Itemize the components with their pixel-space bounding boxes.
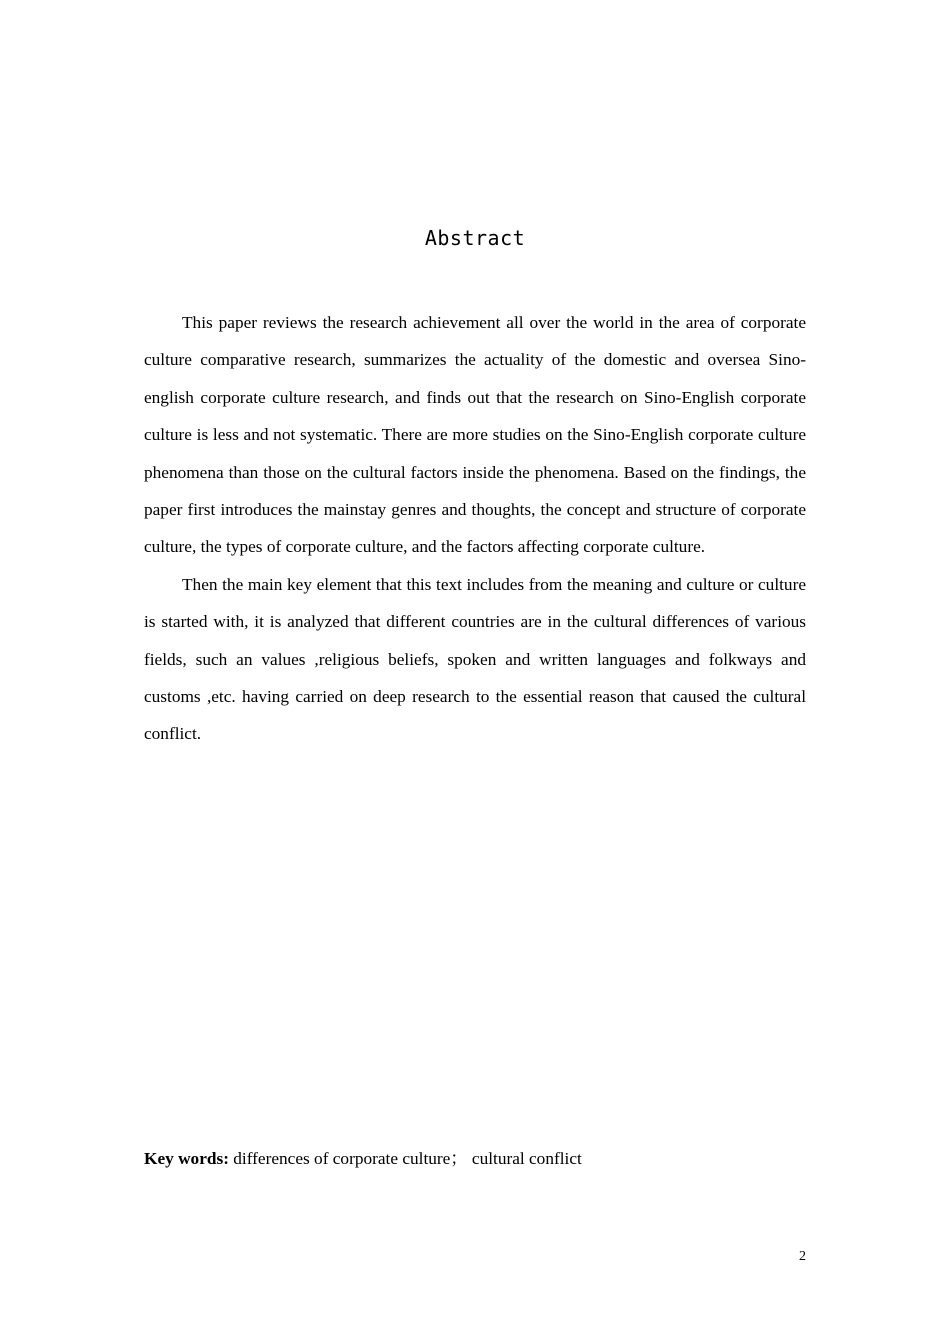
abstract-title: Abstract [424,226,526,250]
keywords-label: Key words: [144,1149,229,1168]
abstract-paragraph-2: Then the main key element that this text includes from the meaning and culture or culture is started with, it is analyzed that different countries are in the cultural differences of various fields, such an values ,religious beliefs, spoken and written languages and folkways and customs ,etc. having carried on deep research to the essential reason that caused the cultural conflict. [144,574,806,744]
abstract-paragraph-1: This paper reviews the research achievement all over the world in the area of corporate culture comparative research, summarizes the actuality of the domestic and oversea Sino-english corporate culture research, and finds out that the research on Sino-English corporate culture is less and not systematic. There are more studies on the Sino-English corporate culture phenomena than those on the cultural factors inside the phenomena. Based on the findings, the paper first introduces the mainstay genres and thoughts, the concept and structure of corporate culture, the types of corporate culture, and the factors affecting corporate culture. [144,313,806,557]
keywords-text: differences of corporate culture； cultural conflict [228,1149,582,1168]
abstract-body [144,304,806,753]
keywords-line [144,1145,806,1173]
page-number: 2 [799,1249,806,1264]
